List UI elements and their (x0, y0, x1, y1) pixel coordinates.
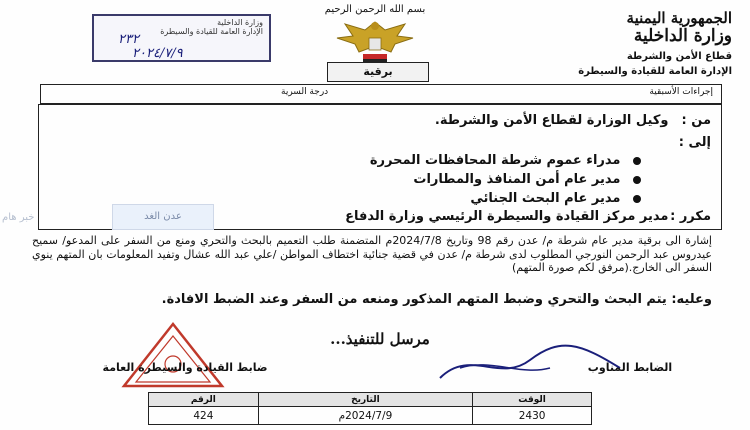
sector-name: قطاع الأمن والشرطة (626, 51, 732, 62)
eagle-emblem-icon (325, 16, 425, 64)
bullet-icon (633, 157, 641, 165)
document-type: برقية (327, 62, 429, 82)
value-date: 2024/7/9م (258, 407, 472, 425)
watermark-logo: عدن الغد (112, 204, 214, 230)
header-time: الوقت (473, 393, 592, 407)
cc-row (345, 209, 711, 224)
watermark-side: خبر هام (2, 212, 35, 223)
to-item-3: مدير عام البحث الجنائي (470, 191, 641, 206)
from-label: من : (681, 113, 711, 128)
to-item-1: مدراء عموم شرطة المحافظات المحررة (370, 153, 641, 168)
bullet-icon (633, 195, 641, 203)
value-time: 2430 (473, 407, 592, 425)
from-value: وكيل الوزارة لقطاع الأمن والشرطة. (434, 113, 669, 128)
stamp-number: ٢٣٢ (118, 32, 139, 47)
red-seal-stamp-icon (118, 320, 228, 390)
to-item-2: مدير عام أمن المنافذ والمطارات (413, 172, 641, 187)
body-paragraph: إشارة الى برقية مدير عام شرطة م/ عدن رقم 98 وتاريخ 2024/7/8م المتضمنة طلب التعميم بالبحث والتحري ومنع من السفر على المدعو/ سميح عيدروس عبد الرحمن النورجي المطلوب لدى شرطة م/ عدن في قضية جنائية اختطاف المواطن /علي عبد الله عشال وتفيد المعلومات بان المتهم ينوي السفر الى الخارج.(مرفق لكم صورة المتهم) (32, 234, 712, 275)
stamp-date: ٢٠٢٤/٧/٩ (132, 46, 183, 61)
table-row (149, 407, 592, 425)
instruction-paragraph: وعليه: يتم البحث والتحري وضبط المتهم المذكور ومنعه من السفر وعند الضبط الافادة. (161, 292, 712, 307)
to-row (673, 135, 711, 150)
closing-line: مرسل للتنفيذ... (330, 330, 430, 348)
security-line (40, 84, 722, 104)
meta-table (148, 392, 592, 425)
signature-right: الضابط المناوب (587, 361, 673, 374)
incoming-stamp (92, 14, 271, 62)
stamp-ministry: وزارة الداخلية (217, 18, 263, 27)
cc-value: مدير مركز القيادة والسيطرة الرئيسي وزارة الدفاع (345, 209, 669, 224)
header-date: التاريخ (258, 393, 472, 407)
department-name: الإدارة العامة للقيادة والسيطرة (578, 66, 732, 77)
table-header-row (149, 393, 592, 407)
from-row (435, 113, 711, 128)
to-label: إلى : (678, 135, 711, 150)
signature-left: ضابط القيادة والسيطرة العامة (102, 361, 268, 374)
ministry-name: وزارة الداخلية (633, 26, 732, 46)
country-name: الجمهورية اليمنية (626, 9, 732, 27)
value-number: 424 (149, 407, 259, 425)
stamp-department: الإدارة العامة للقيادة والسيطرة (160, 27, 263, 36)
classification-label: درجة السرية (281, 87, 329, 97)
letterhead (502, 10, 732, 79)
priority-label: إجراءات الأسبقية (649, 87, 713, 97)
basmala: بسم الله الرحمن الرحيم (324, 4, 426, 15)
bullet-icon (633, 176, 641, 184)
header-number: الرقم (149, 393, 259, 407)
cc-label: مكرر : (670, 209, 711, 224)
